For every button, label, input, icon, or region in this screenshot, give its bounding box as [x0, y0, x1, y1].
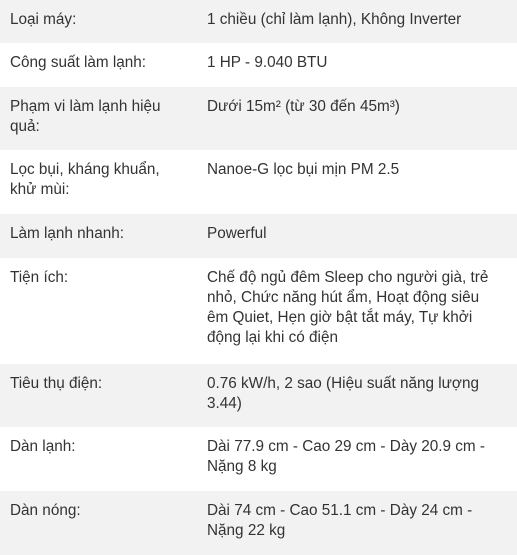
spec-value: Dài 77.9 cm - Cao 29 cm - Dày 20.9 cm - Nặng 8 kg: [207, 438, 485, 475]
spec-label: Lọc bụi, kháng khuẩn, khử mùi:: [10, 161, 160, 198]
spec-row-machine-type: [0, 0, 517, 43]
spec-label: Công suất làm lạnh:: [10, 54, 147, 71]
spec-label: Phạm vi làm lạnh hiệu quả:: [10, 98, 161, 135]
spec-row-filter: [0, 150, 517, 214]
spec-label: Loại máy:: [10, 11, 77, 28]
spec-row-cooling-range: [0, 87, 517, 150]
spec-label: Dàn nóng:: [10, 502, 81, 519]
spec-value: 0.76 kW/h, 2 sao (Hiệu suất năng lượng 3.44): [207, 375, 479, 412]
spec-row-indoor-unit: [0, 427, 517, 491]
spec-value: Dưới 15m² (từ 30 đến 45m³): [207, 98, 400, 115]
spec-value: 1 chiều (chỉ làm lạnh), Không Inverter: [207, 11, 462, 28]
spec-label: Dàn lạnh:: [10, 438, 76, 455]
spec-label: Tiêu thụ điện:: [10, 375, 103, 392]
spec-row-power-consumption: [0, 364, 517, 427]
spec-label: Làm lạnh nhanh:: [10, 225, 124, 242]
spec-value: Powerful: [207, 225, 267, 242]
spec-value: Chế độ ngủ đêm Sleep cho người già, trẻ nhỏ, Chức năng hút ẩm, Hoạt động siêu êm Quiet, Hẹn giờ bật tắt máy, Tự khởi động lại khi có điện: [207, 269, 489, 346]
spec-value: Nanoe-G lọc bụi mịn PM 2.5: [207, 161, 400, 178]
spec-row-utilities: [0, 258, 517, 364]
spec-row-outdoor-unit: [0, 491, 517, 555]
spec-value: 1 HP - 9.040 BTU: [207, 54, 328, 71]
spec-row-cooling-capacity: [0, 43, 517, 87]
spec-row-fast-cooling: [0, 214, 517, 258]
spec-value: Dài 74 cm - Cao 51.1 cm - Dày 24 cm - Nặng 22 kg: [207, 502, 473, 539]
spec-label: Tiện ích:: [10, 269, 69, 286]
